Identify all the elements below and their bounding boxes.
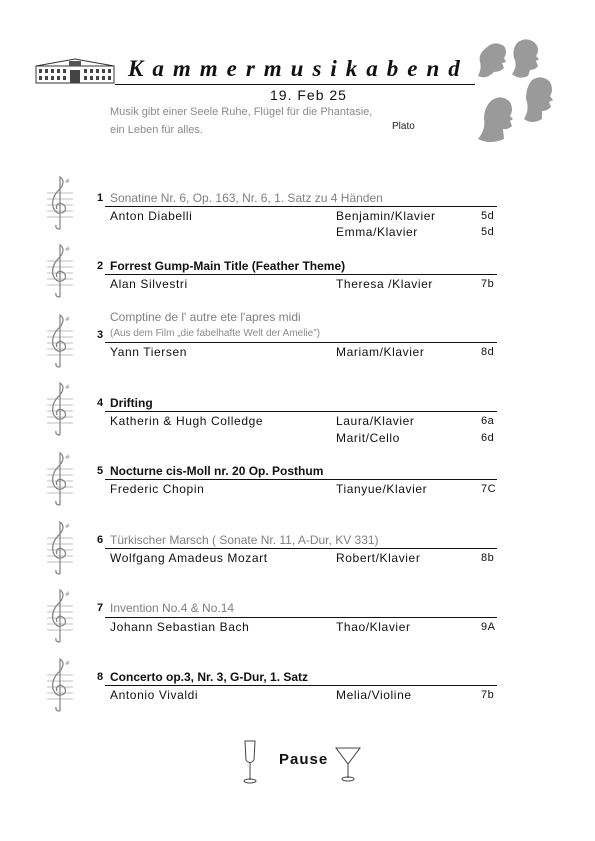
program-divider	[105, 479, 497, 480]
program-title: Drifting	[110, 396, 153, 410]
class-label: 5d	[481, 210, 495, 222]
performer-name: Thao/Klavier	[336, 620, 411, 634]
program-number: 4	[97, 397, 104, 409]
composer-silhouettes-icon	[474, 36, 560, 148]
composer-name: Anton Diabelli	[110, 209, 193, 223]
program-title: Comptine de l' autre ete l'apres midi	[110, 310, 301, 324]
svg-text:#: #	[65, 246, 71, 253]
performer-name: Marit/Cello	[336, 431, 400, 445]
class-label: 6a	[481, 415, 495, 427]
program-divider	[105, 206, 497, 207]
program-divider	[105, 617, 497, 618]
program-divider	[105, 685, 497, 686]
class-label: 7b	[481, 278, 495, 290]
treble-clef-icon	[47, 449, 73, 507]
treble-clef-icon	[47, 241, 73, 299]
treble-clef-icon	[47, 586, 73, 644]
program-number: 8	[97, 671, 104, 683]
class-label: 9A	[481, 621, 496, 633]
program-divider	[105, 274, 497, 275]
class-label: 7b	[481, 689, 495, 701]
svg-text:#: #	[65, 523, 71, 530]
composer-name: Johann Sebastian Bach	[110, 620, 250, 634]
composer-name: Alan Silvestri	[110, 277, 188, 291]
program-divider	[105, 411, 497, 412]
program-title: Invention No.4 & No.14	[110, 601, 235, 615]
title-underline	[115, 84, 475, 85]
svg-text:#: #	[65, 384, 71, 391]
program-title: Sonatine Nr. 6, Op. 163, Nr. 6, 1. Satz zu 4 Händen	[110, 191, 383, 205]
composer-name: Katherin & Hugh Colledge	[110, 414, 264, 428]
program-subtitle: (Aus dem Film „die fabelhafte Welt der Amelie")	[110, 328, 321, 339]
treble-clef-icon	[47, 518, 73, 576]
quote-line-2: ein Leben für alles.	[110, 124, 203, 136]
quote-line-1: Musik gibt einer Seele Ruhe, Flügel für die Phantasie,	[110, 106, 373, 118]
performer-name: Theresa /Klavier	[336, 277, 433, 291]
program-divider	[105, 548, 497, 549]
program-divider	[105, 342, 497, 343]
performer-name: Tianyue/Klavier	[336, 482, 428, 496]
treble-clef-icon	[47, 173, 73, 231]
performer-name: Mariam/Klavier	[336, 345, 425, 359]
event-date: 19. Feb 25	[270, 87, 347, 103]
program-title: Concerto op.3, Nr. 3, G-Dur, 1. Satz	[110, 670, 309, 684]
class-label: 5d	[481, 226, 495, 238]
svg-text:#: #	[65, 178, 71, 185]
program-number: 2	[97, 260, 104, 272]
svg-text:#: #	[65, 660, 71, 667]
svg-text:#: #	[65, 454, 71, 461]
class-label: 6d	[481, 432, 495, 444]
composer-name: Frederic Chopin	[110, 482, 205, 496]
class-label: 8d	[481, 346, 495, 358]
performer-name: Melia/Violine	[336, 688, 412, 702]
composer-name: Yann Tiersen	[110, 345, 188, 359]
svg-text:#: #	[65, 591, 71, 598]
class-label: 8b	[481, 552, 495, 564]
performer-name: Laura/Klavier	[336, 414, 415, 428]
performer-name: Robert/Klavier	[336, 551, 421, 565]
program-title: Forrest Gump-Main Title (Feather Theme)	[110, 259, 346, 273]
quote-author: Plato	[392, 121, 415, 132]
class-label: 7C	[481, 483, 497, 495]
performer-name: Benjamin/Klavier	[336, 209, 436, 223]
svg-text:#: #	[65, 316, 71, 323]
program-number: 6	[97, 534, 104, 546]
treble-clef-icon	[47, 311, 73, 369]
program-number: 1	[97, 192, 104, 204]
champagne-glass-icon	[241, 740, 259, 784]
page-title: Kammermusikabend	[128, 56, 469, 81]
treble-clef-icon	[47, 379, 73, 437]
program-title: Türkischer Marsch ( Sonate Nr. 11, A-Dur, KV 331)	[110, 533, 379, 547]
building-icon	[35, 58, 115, 84]
treble-clef-icon	[47, 655, 73, 713]
composer-name: Antonio Vivaldi	[110, 688, 199, 702]
cocktail-glass-icon	[335, 746, 361, 782]
program-title: Nocturne cis-Moll nr. 20 Op. Posthum	[110, 464, 324, 478]
performer-name: Emma/Klavier	[336, 225, 418, 239]
program-number: 5	[97, 465, 104, 477]
pause-label: Pause	[279, 751, 329, 768]
composer-name: Wolfgang Amadeus Mozart	[110, 551, 268, 565]
program-number: 7	[97, 602, 104, 614]
program-number: 3	[97, 329, 104, 341]
